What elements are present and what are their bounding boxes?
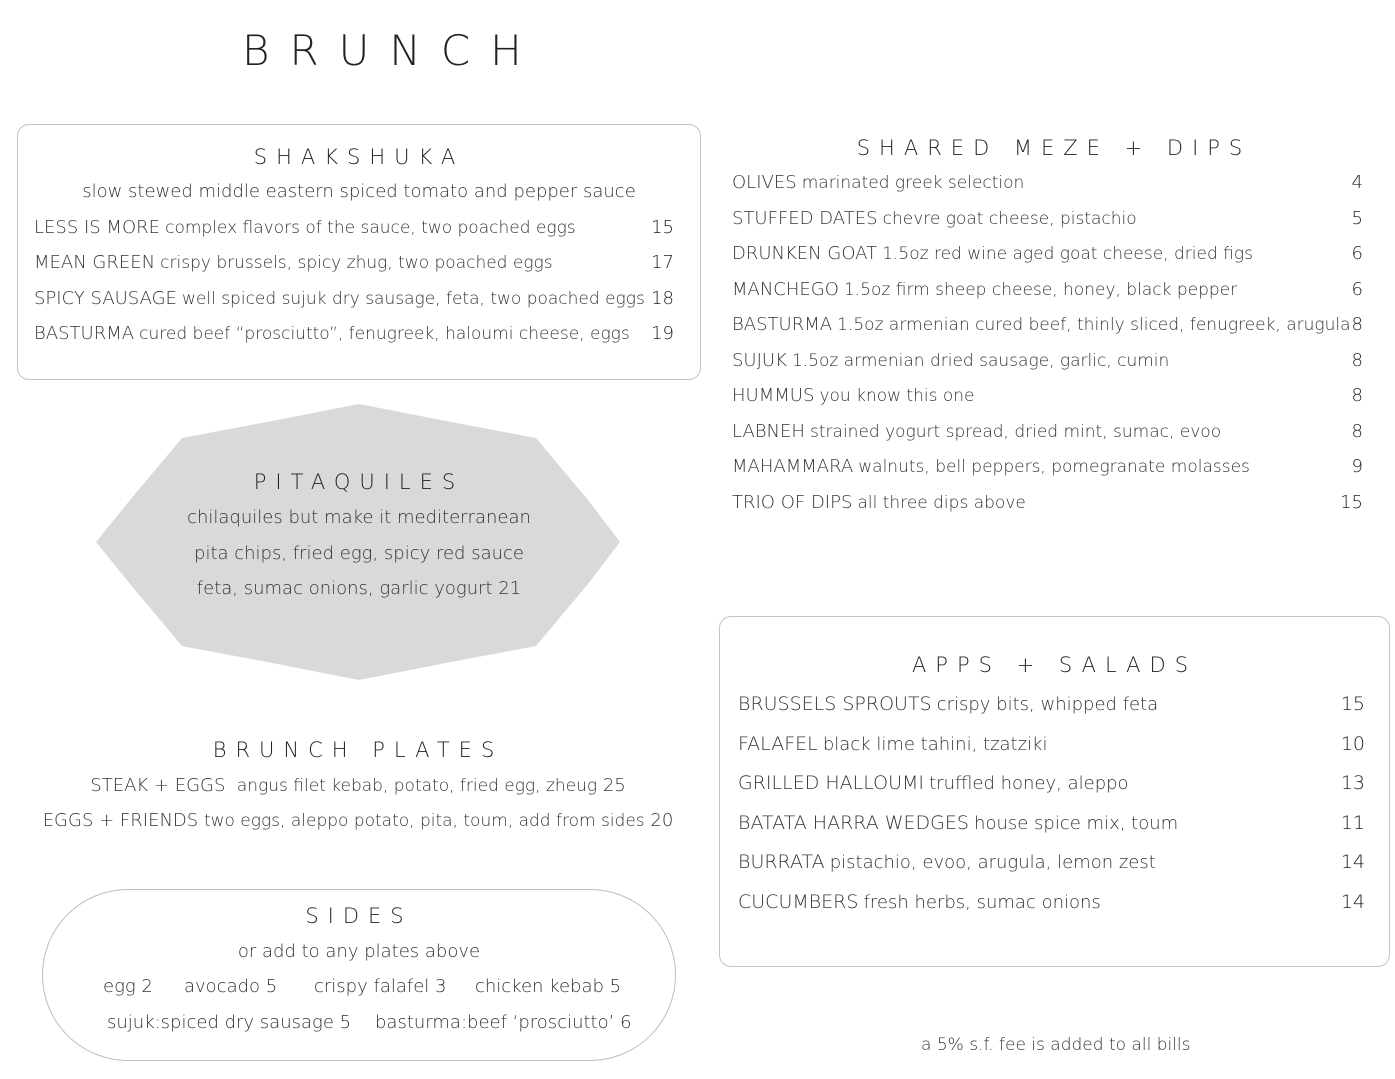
item-price: 14 <box>1340 851 1365 873</box>
item-desc: house spice mix, toum <box>974 812 1179 834</box>
badge-polygon <box>96 404 620 680</box>
item-name: DRUNKEN GOAT <box>732 243 878 264</box>
pitaquiles-heading: PITAQUILES <box>253 470 465 494</box>
item-price: 6 <box>1351 243 1363 264</box>
side-item: egg 2 <box>103 976 153 997</box>
menu-item <box>34 217 576 238</box>
item-name: MANCHEGO <box>732 278 839 300</box>
item-price: 11 <box>1340 811 1365 834</box>
item-price: 15 <box>1340 491 1363 513</box>
footer-note: a 5% s.f. fee is added to all bills <box>921 1035 1191 1055</box>
item-price: 18 <box>651 288 674 309</box>
menu-item <box>17 775 699 796</box>
side-item: chicken kebab 5 <box>475 976 622 997</box>
item-price: 14 <box>1340 890 1365 913</box>
item-desc: strained yogurt spread, dried mint, sumac, evoo <box>810 421 1222 442</box>
item-price: 8 <box>1351 314 1363 335</box>
item-price: 17 <box>651 252 674 273</box>
item-desc: truffled honey, aleppo <box>929 773 1129 794</box>
side-item: avocado 5 <box>184 976 278 997</box>
sides-section <box>42 889 676 1061</box>
item-name: SUJUK <box>732 349 787 371</box>
shakshuka-heading: SHAKSHUKA <box>253 145 465 169</box>
pitaquiles-badge-shape <box>96 404 622 680</box>
item-name: MAHAMMARA <box>732 456 854 477</box>
side-item: basturma:beef ‘prosciutto’ 6 <box>375 1012 632 1033</box>
item-desc: 1.5oz red wine aged goat cheese, dried figs <box>882 244 1253 264</box>
item-desc: cured beef “prosciutto”, fenugreek, haloumi cheese, eggs <box>139 324 630 344</box>
menu-item <box>738 693 1158 715</box>
item-price: 5 <box>1351 207 1363 229</box>
item-desc: 1.5oz armenian dried sausage, garlic, cumin <box>791 350 1170 371</box>
brunch-plates-heading: BRUNCH PLATES <box>212 738 504 762</box>
menu-item <box>732 208 1137 229</box>
pitaquiles-line: chilaquiles but make it mediterranean <box>187 507 531 528</box>
item-name: LABNEH <box>732 420 805 442</box>
item-name: BATATA HARRA WEDGES <box>738 811 969 834</box>
page-title: BRUNCH <box>242 26 542 75</box>
menu-item <box>732 456 1250 477</box>
item-price: 15 <box>1340 693 1365 715</box>
item-name: LESS IS MORE <box>34 217 161 238</box>
menu-item <box>34 288 645 309</box>
item-desc: you know this one <box>819 386 975 406</box>
item-desc: marinated greek selection <box>801 173 1025 193</box>
menu-item <box>732 492 1026 513</box>
item-name: SPICY SAUSAGE <box>34 288 177 309</box>
menu-item <box>738 812 1178 834</box>
menu-item <box>738 851 1156 873</box>
item-price: 8 <box>1351 349 1363 371</box>
pitaquiles-line: pita chips, fried egg, spicy red sauce <box>194 543 524 564</box>
item-desc: walnuts, bell peppers, pomegranate molasses <box>858 457 1250 477</box>
menu-item <box>732 314 1351 335</box>
item-price: 25 <box>602 775 626 796</box>
item-name: STUFFED DATES <box>732 207 878 229</box>
item-desc: crispy bits, whipped feta <box>936 694 1159 715</box>
item-name: HUMMUS <box>732 385 815 406</box>
pitaquiles-line: feta, sumac onions, garlic yogurt 21 <box>196 578 522 599</box>
side-item: crispy falafel 3 <box>314 976 447 997</box>
apps-section <box>719 616 1390 967</box>
menu-item <box>34 252 553 273</box>
item-price: 15 <box>651 217 674 238</box>
item-name: BRUSSELS SPROUTS <box>738 693 932 715</box>
item-name: TRIO OF DIPS <box>732 491 853 513</box>
item-desc: crispy brussels, spicy zhug, two poached eggs <box>160 253 553 273</box>
menu-item <box>17 810 699 831</box>
item-desc: 1.5oz armenian cured beef, thinly sliced, fenugreek, arugula <box>837 315 1351 335</box>
item-price: 9 <box>1351 456 1363 477</box>
menu-item <box>738 733 1047 755</box>
item-name: OLIVES <box>732 172 797 193</box>
item-desc: 1.5oz firm sheep cheese, honey, black pepper <box>844 279 1238 300</box>
item-name: BASTURMA <box>732 314 833 335</box>
shakshuka-subtitle: slow stewed middle eastern spiced tomato and pepper sauce <box>82 181 636 202</box>
item-name: STEAK + EGGS <box>90 775 226 796</box>
item-desc: two eggs, aleppo potato, pita, toum, add from sides <box>203 811 645 831</box>
item-desc: pistachio, evoo, arugula, lemon zest <box>829 852 1156 873</box>
item-price: 8 <box>1351 420 1363 442</box>
menu-item <box>732 279 1237 300</box>
item-price: 4 <box>1351 172 1363 193</box>
item-name: EGGS + FRIENDS <box>42 810 199 831</box>
item-name: GRILLED HALLOUMI <box>738 772 925 794</box>
sides-heading: SIDES <box>305 904 413 928</box>
item-price: 20 <box>650 810 674 831</box>
shakshuka-section <box>17 124 701 380</box>
menu-item <box>732 243 1253 264</box>
item-price: 10 <box>1340 732 1365 755</box>
item-name: MEAN GREEN <box>34 252 156 273</box>
item-desc: black lime tahini, tzatziki <box>822 733 1048 755</box>
menu-item <box>732 172 1024 193</box>
item-price: 13 <box>1340 772 1365 794</box>
menu-item <box>34 323 630 344</box>
item-desc: fresh herbs, sumac onions <box>863 891 1101 913</box>
item-desc: angus filet kebab, potato, fried egg, zheug <box>236 776 598 796</box>
menu-item <box>732 350 1169 371</box>
item-price: 8 <box>1351 385 1363 406</box>
menu-item <box>738 772 1129 794</box>
item-desc: complex flavors of the sauce, two poached eggs <box>165 218 576 238</box>
item-desc: well spiced sujuk dry sausage, feta, two poached eggs <box>181 289 645 309</box>
item-desc: all three dips above <box>857 492 1026 513</box>
item-desc: chevre goat cheese, pistachio <box>882 208 1137 229</box>
item-name: BURRATA <box>738 851 825 873</box>
item-price: 19 <box>651 323 674 344</box>
apps-heading: APPS + SALADS <box>911 653 1198 677</box>
menu-item <box>738 891 1101 913</box>
item-name: FALAFEL <box>738 732 818 755</box>
menu-item <box>732 385 975 406</box>
sides-subtitle: or add to any plates above <box>237 941 481 962</box>
item-name: CUCUMBERS <box>738 890 859 913</box>
meze-heading: SHARED MEZE + DIPS <box>856 136 1252 160</box>
menu-item <box>732 421 1221 442</box>
item-name: BASTURMA <box>34 323 135 344</box>
item-price: 6 <box>1351 278 1363 300</box>
side-item: sujuk:spiced dry sausage 5 <box>107 1012 352 1033</box>
